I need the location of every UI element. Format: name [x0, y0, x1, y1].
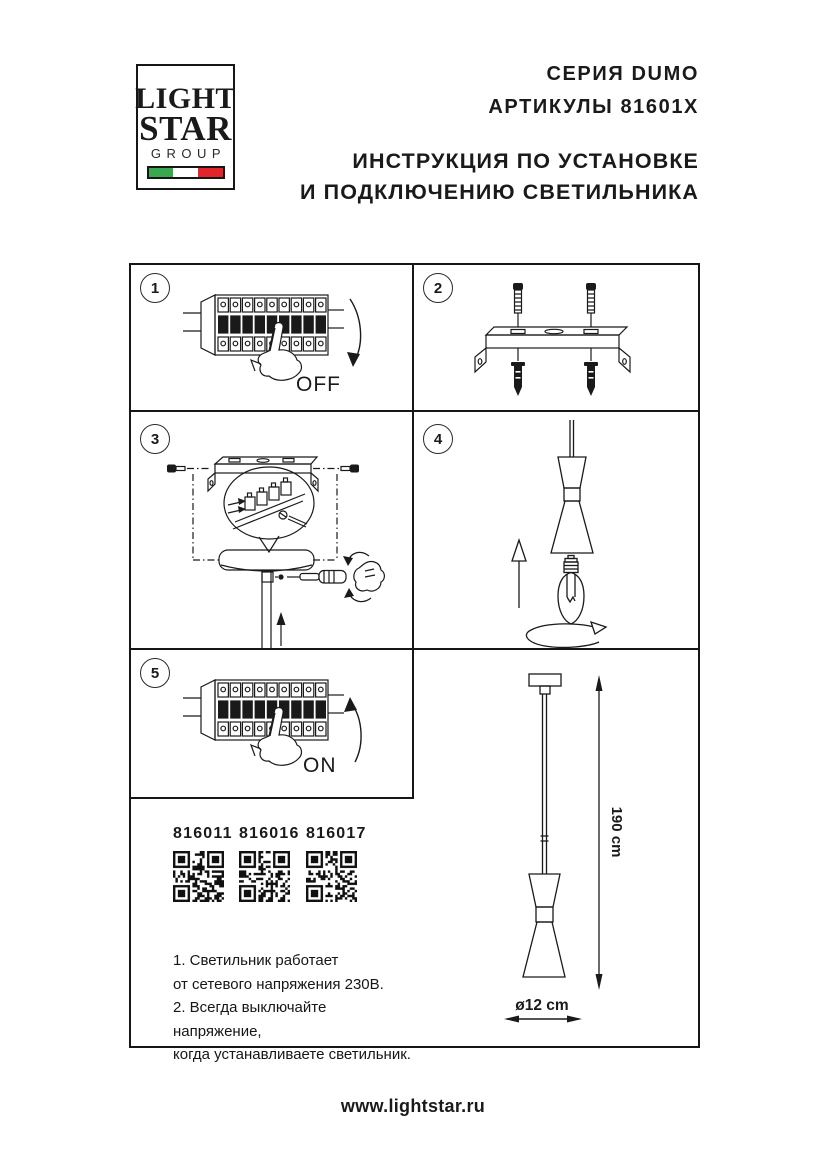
product-code-2: 816016: [239, 825, 300, 842]
off-label: OFF: [296, 373, 341, 396]
height-dimension-label: 190 cm: [608, 806, 625, 858]
wiring-canopy-diagram: [131, 412, 412, 648]
logo-word-group: GROUP: [150, 146, 227, 161]
bracket-screws-diagram: [414, 265, 698, 410]
step-4-number: 4: [423, 424, 453, 454]
note-line-4: когда устанавливаете светильник.: [173, 1046, 411, 1063]
product-code-1: 816011: [173, 825, 233, 842]
flag-green-segment: [149, 168, 174, 177]
step-5-number: 5: [140, 658, 170, 688]
breaker-off-diagram: [131, 265, 412, 410]
qr-code-816017: [306, 851, 357, 902]
step-2-panel: [414, 265, 698, 410]
logo-word-star: STAR: [139, 108, 232, 148]
step-3-panel: [131, 412, 412, 648]
step-3-number: 3: [140, 424, 170, 454]
articles-title: АРТИКУЛЫ 81601X: [488, 96, 699, 118]
instruction-title-line1: ИНСТРУКЦИЯ ПО УСТАНОВКЕ: [352, 149, 699, 173]
instruction-title: [300, 146, 699, 208]
steps-table: [129, 263, 700, 1063]
qr-code-816016: [239, 851, 290, 902]
product-header: [488, 58, 699, 124]
instruction-title-line2: И ПОДКЛЮЧЕНИЮ СВЕТИЛЬНИКА: [300, 180, 699, 204]
dimensions-block: [414, 650, 698, 1046]
flag-red-segment: [198, 168, 223, 177]
safety-notes: [173, 949, 412, 1067]
breaker-on-diagram: [131, 650, 412, 795]
shade-bulb-diagram: [414, 412, 698, 648]
italian-flag-bar: [147, 166, 225, 179]
note-line-3: 2. Всегда выключайте напряжение,: [173, 999, 327, 1040]
pendant-dimension-diagram: [414, 650, 698, 1046]
website-url: www.lightstar.ru: [340, 1096, 486, 1116]
step-5-panel: [131, 650, 412, 795]
note-line-2: от сетевого напряжения 230В.: [173, 975, 384, 993]
lightstar-logo: [136, 64, 235, 190]
logo-word-light: LIGHT: [135, 82, 236, 116]
step-1-number: 1: [140, 273, 170, 303]
qr-code-816011: [173, 851, 224, 902]
series-title: СЕРИЯ DUMO: [546, 63, 699, 85]
step-4-panel: [414, 412, 698, 648]
note-line-1: 1. Светильник работает: [173, 952, 339, 969]
codes-and-notes-block: [131, 799, 412, 1063]
product-code-3: 816017: [306, 825, 367, 842]
step-1-panel: [131, 265, 412, 410]
flag-white-segment: [173, 168, 198, 177]
step-2-number: 2: [423, 273, 453, 303]
on-label: ON: [303, 754, 337, 777]
diameter-dimension-label: ø12 cm: [515, 997, 569, 1014]
